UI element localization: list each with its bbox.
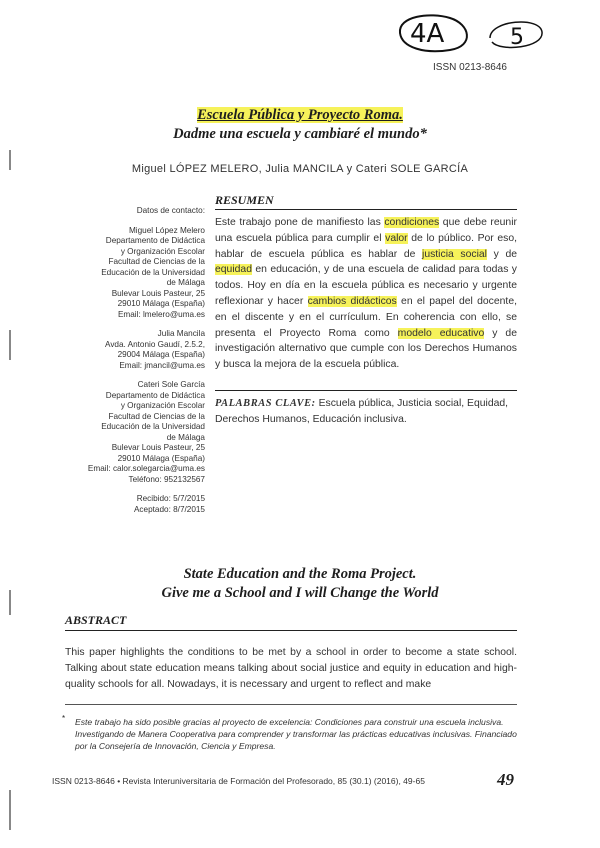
svg-text:4A: 4A xyxy=(410,19,445,49)
keywords-label: PALABRAS CLAVE: xyxy=(215,398,316,409)
english-title xyxy=(0,565,600,603)
english-title-line1: State Education and the Roma Project. xyxy=(183,566,417,582)
highlight-modelo-educativo: modelo educativo xyxy=(397,327,485,339)
keywords-rule xyxy=(215,390,517,391)
svg-text:5: 5 xyxy=(510,25,524,50)
highlight-cambios-didacticos: cambios didácticos xyxy=(307,295,397,307)
resumen-heading: RESUMEN xyxy=(215,193,274,207)
contact-info xyxy=(40,206,205,524)
keywords-text: Escuela pública, Justicia social, Equidad, Derechos Humanos, Educación inclusiva. xyxy=(215,398,509,425)
english-title-line2: Give me a School and I will Change the World xyxy=(161,585,439,601)
page-number: 49 xyxy=(497,770,514,789)
highlight-valor: valor xyxy=(385,232,408,244)
keywords xyxy=(215,396,517,428)
scan-mark xyxy=(9,590,11,615)
footnote-rule xyxy=(65,704,517,705)
contact-dates: Recibido: 5/7/2015 Aceptado: 8/7/2015 xyxy=(133,494,205,514)
spanish-title-line1: Escuela Pública y Proyecto Roma. xyxy=(197,107,403,123)
resumen-paragraph: Este trabajo pone de manifiesto las condiciones que debe reunir una escuela pública para cumplir el valor de lo público. Por eso, hablar de escuela pública es hablar de justicia social y de equidad en educación, y de una escuela de calidad para todas y todos. Hoy en día en la escuela pública es necesario y urgente reflexionar y hacer cambios didácticos en el papel del docente, en el discente y en el currículum. En coherencia con ello, se presenta el Proyecto Roma como modelo educativo y de investigación alternativo que cumple con los Derechos Humanos y busca la mejora de la escuela pública. xyxy=(215,217,517,371)
contact-group-3: Cateri Sole García Departamento de Didáctica y Organización Escolar Facultad de Ciencias de la Educación de la Universidad de Málaga Bulevar Louis Pasteur, 25 29010 Málaga (España) Email: calor.solegarcia@uma.es Teléfono: 952132567 xyxy=(87,380,205,484)
footnote: Este trabajo ha sido posible gracias al proyecto de excelencia: Condiciones para construir una escuela inclusiva. Investigando de Manera Cooperativa para comprender y transformar las prácticas educativas inclusivas. Financiado por la Consejería de Innovación, Ciencia y Empresa. xyxy=(75,717,517,751)
highlight-condiciones: condiciones xyxy=(384,217,440,228)
abstract-heading: ABSTRACT xyxy=(65,613,127,627)
highlight-justicia-social: justicia social xyxy=(422,248,487,260)
footnote-mark: * xyxy=(62,714,66,723)
scan-mark xyxy=(9,790,11,830)
handwritten-note-drawing xyxy=(390,8,550,58)
spanish-title xyxy=(0,106,600,144)
abstract-paragraph: This paper highlights the conditions to be met by a school in order to become a state school. Talking about state education means talking about social justice and equity in education and high-quality schools for all. Nowadays, it is necessary and urgent to reflect and make xyxy=(65,647,517,690)
abstract-rule xyxy=(65,630,517,631)
resumen-rule xyxy=(215,209,517,210)
contact-group-1: Miguel López Melero Departamento de Didáctica y Organización Escolar Facultad de Ciencias de la Educación de la Universidad de Málaga Bulevar Louis Pasteur, 25 29010 Málaga (España) Email: lmelero@uma.es xyxy=(101,225,205,319)
scan-mark xyxy=(9,330,11,360)
scan-mark xyxy=(9,150,11,170)
highlight-equidad: equidad xyxy=(215,264,252,276)
footer-citation: ISSN 0213-8646 • Revista Interuniversitaria de Formación del Profesorado, 85 (30.1) (2016), 49-65 xyxy=(52,776,425,786)
issn-header: ISSN 0213-8646 xyxy=(433,62,507,73)
contact-group-2: Julia Mancila Avda. Antonio Gaudí, 2.5.2, 29004 Málaga (España) Email: jmancil@uma.es xyxy=(105,329,205,370)
authors: Miguel LÓPEZ MELERO, Julia MANCILA y Cateri SOLE GARCÍA xyxy=(131,163,469,175)
contact-heading: Datos de contacto: xyxy=(136,206,205,215)
spanish-title-line2: Dadme una escuela y cambiaré el mundo* xyxy=(173,126,427,142)
